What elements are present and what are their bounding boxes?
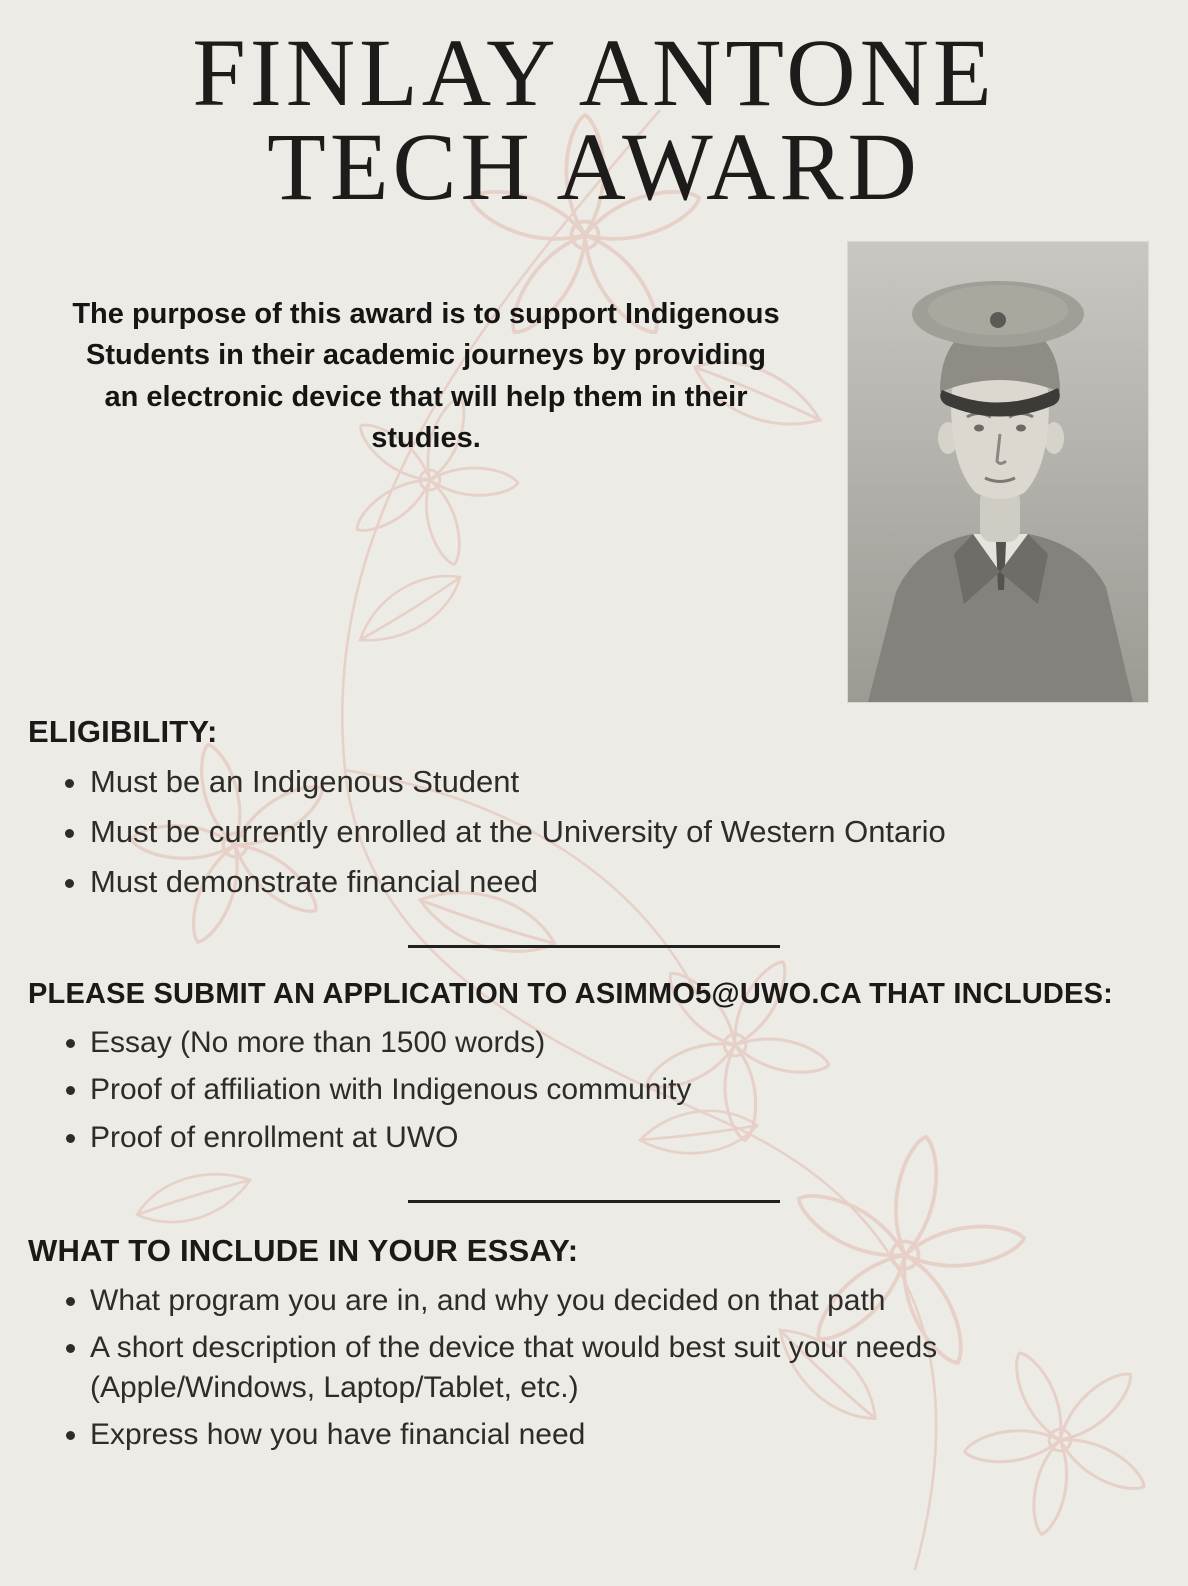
list-item: • Express how you have financial need <box>90 1415 1160 1455</box>
list-item: • Proof of affiliation with Indigenous community <box>90 1070 1160 1110</box>
poster-title <box>0 0 1188 221</box>
eligibility-section <box>28 714 1160 903</box>
intro-paragraph: The purpose of this award is to support Indigenous Students in their academic journeys by providing an electronic device that will help them in their studies. <box>72 298 780 454</box>
intro-section <box>0 214 1188 702</box>
eligibility-list <box>28 762 1160 903</box>
intro-column <box>28 228 824 459</box>
application-section <box>28 978 1160 1158</box>
eligibility-heading: ELIGIBILITY: <box>28 714 218 750</box>
essay-section <box>28 1233 1160 1455</box>
list-item: • A short description of the device that would best suit your needs (Apple/Windows, Laptop/Tablet, etc.) <box>90 1328 1160 1407</box>
essay-list <box>28 1281 1160 1455</box>
title-line-1: FINLAY ANTONE <box>192 19 996 126</box>
list-item: • Must demonstrate financial need <box>90 862 1160 903</box>
application-list <box>28 1023 1160 1158</box>
portrait-photo <box>848 242 1148 702</box>
list-item: • Must be an Indigenous Student <box>90 762 1160 803</box>
list-item: • Essay (No more than 1500 words) <box>90 1023 1160 1063</box>
list-item: • What program you are in, and why you decided on that path <box>90 1281 1160 1321</box>
section-divider <box>408 945 780 948</box>
essay-heading: WHAT TO INCLUDE IN YOUR ESSAY: <box>28 1232 579 1268</box>
section-divider <box>408 1200 780 1203</box>
list-item: • Must be currently enrolled at the University of Western Ontario <box>90 812 1160 853</box>
application-heading: PLEASE SUBMIT AN APPLICATION TO ASIMMO5@UWO.CA THAT INCLUDES: <box>28 977 1114 1010</box>
list-item: • Proof of enrollment at UWO <box>90 1118 1160 1158</box>
title-line-2: TECH AWARD <box>267 113 921 221</box>
body-sections <box>0 714 1188 1455</box>
